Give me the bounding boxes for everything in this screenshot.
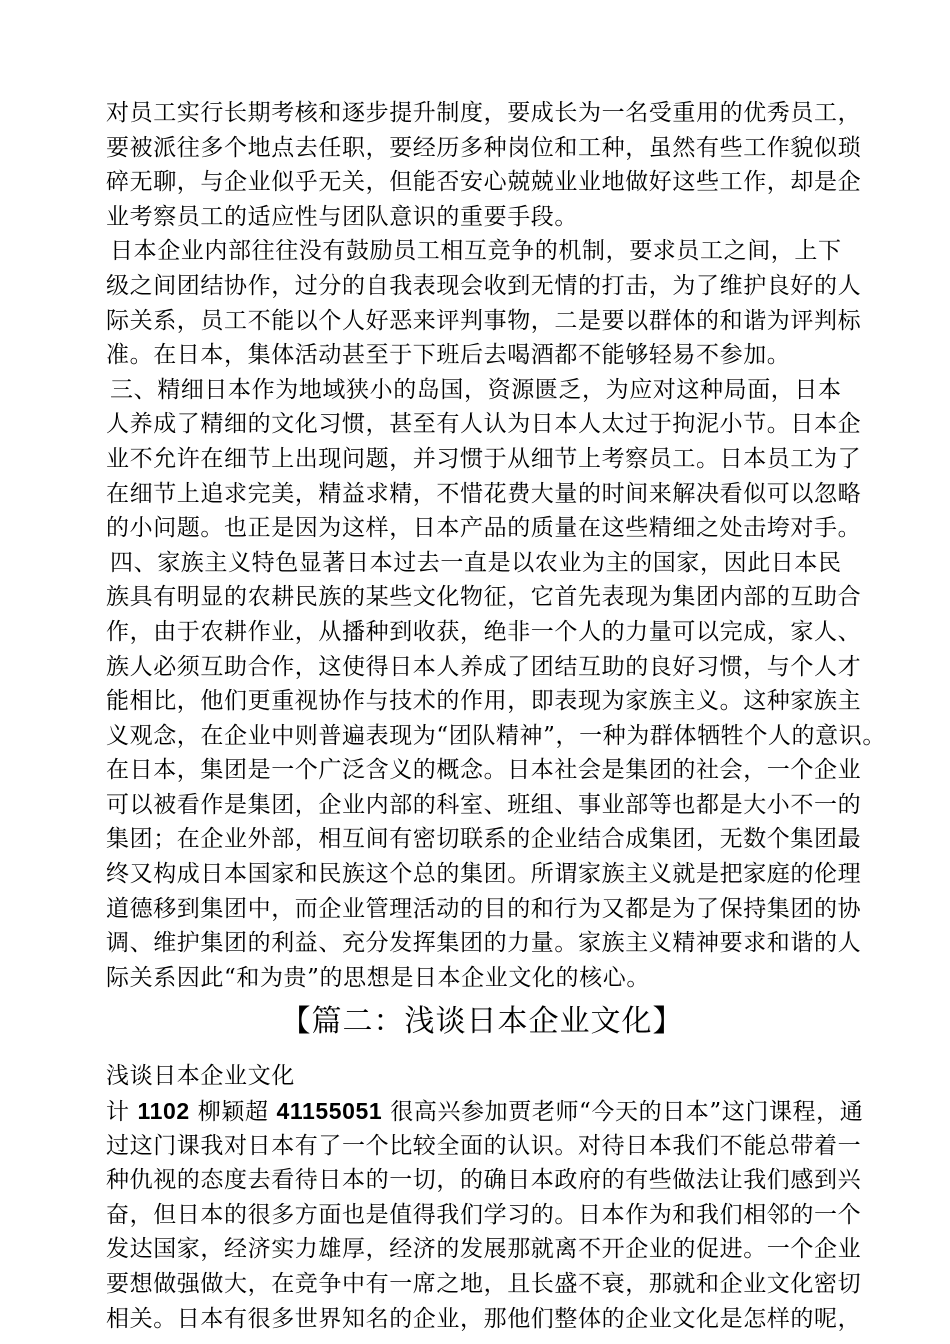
intro-line (106, 1094, 864, 1129)
text-line: 作，由于农耕作业，从播种到收获，绝非一个人的力量可以完成，家人、 (106, 618, 862, 645)
section-heading: 【篇二：浅谈日本企业文化】 (280, 1004, 684, 1040)
author-name: 柳颖超 (189, 1099, 277, 1126)
text-line: 集团；在企业外部，相互间有密切联系的企业结合成集团，无数个集团最 (106, 826, 862, 853)
text-line: 日本企业内部往往没有鼓励员工相互竞争的机制，要求员工之间，上下 (110, 238, 842, 265)
text-line: 族具有明显的农耕民族的某些文化物征，它首先表现为集团内部的互助合 (106, 584, 862, 611)
text-line: 调、维护集团的利益、充分发挥集团的力量。家族主义精神要求和谐的人 (106, 930, 862, 957)
text-line: 义观念，在企业中则普遍表现为“团队精神”，一种为群体牺牲个人的意识。 (106, 722, 886, 749)
article-title: 浅谈日本企业文化 (106, 1063, 295, 1090)
text-line: 业不允许在细节上出现问题，并习惯于从细节上考察员工。日本员工为了 (106, 445, 862, 472)
text-line: 业考察员工的适应性与团队意识的重要手段。 (106, 203, 578, 230)
text-line: 际关系因此“和为贵”的思想是日本企业文化的核心。 (106, 964, 650, 991)
text-line: 道德移到集团中，而企业管理活动的目的和行为又都是为了保持集团的协 (106, 895, 862, 922)
student-id: 41155051 (276, 1098, 383, 1125)
text-line: 级之间团结协作，过分的自我表现会收到无情的打击，为了维护良好的人 (106, 272, 862, 299)
text-line: 终又构成日本国家和民族这个总的集团。所谓家族主义就是把家庭的伦理 (106, 861, 862, 888)
text-line: 碎无聊，与企业似乎无关，但能否安心兢兢业业地做好这些工作，却是企 (106, 169, 862, 196)
text-line: 可以被看作是集团，企业内部的科室、班组、事业部等也都是大小不一的 (106, 791, 862, 818)
text-line: 发达国家，经济实力雄厚，经济的发展那就离不开企业的促进。一个企业 (106, 1236, 862, 1263)
text-line: 三、精细日本作为地域狭小的岛国，资源匮乏，为应对这种局面，日本 (110, 376, 842, 403)
text-line: 的小问题。也正是因为这样，日本产品的质量在这些精细之处击垮对手。 (106, 515, 862, 542)
section-2-body (106, 1059, 864, 1336)
text-line: 准。在日本，集体活动甚至于下班后去喝酒都不能够轻易不参加。 (106, 342, 791, 369)
text-line: 在细节上追求完美，精益求精，不惜花费大量的时间来解决看似可以忽略 (106, 480, 862, 507)
text-line: 族人必须互助合作，这使得日本人养成了团结互助的良好习惯，与个人才 (106, 653, 862, 680)
text-line: 奋，但日本的很多方面也是值得我们学习的。日本作为和我们相邻的一个 (106, 1201, 862, 1228)
section-1-body (106, 96, 886, 995)
intro-text: 很高兴参加贾老师“今天的日本”这门课程，通 (382, 1099, 864, 1126)
text-line: 际关系，员工不能以个人好恶来评判事物，二是要以群体的和谐为评判标 (106, 307, 862, 334)
text-line: 人养成了精细的文化习惯，甚至有人认为日本人太过于拘泥小节。日本企 (106, 411, 862, 438)
text-line: 四、家族主义特色显著日本过去一直是以农业为主的国家，因此日本民 (110, 549, 842, 576)
class-number: 1102 (137, 1098, 190, 1125)
text-line: 对员工实行长期考核和逐步提升制度，要成长为一名受重用的优秀员工， (106, 100, 862, 126)
document-page (106, 96, 886, 1336)
text-line: 在日本，集团是一个广泛含义的概念。日本社会是集团的社会，一个企业 (106, 757, 862, 784)
class-prefix: 计 (106, 1099, 138, 1126)
text-line: 要被派往多个地点去任职，要经历多种岗位和工种，虽然有些工作貌似琐 (106, 134, 862, 161)
text-line: 能相比，他们更重视协作与技术的作用，即表现为家族主义。这种家族主 (106, 688, 862, 715)
text-line: 要想做强做大，在竞争中有一席之地，且长盛不衰，那就和企业文化密切 (106, 1271, 862, 1297)
text-line: 相关。日本有很多世界知名的企业，那他们整体的企业文化是怎样的呢， (106, 1305, 862, 1332)
text-line: 种仇视的态度去看待日本的一切，的确日本政府的有些做法让我们感到兴 (106, 1167, 862, 1194)
text-line: 过这门课我对日本有了一个比较全面的认识。对待日本我们不能总带着一 (106, 1132, 862, 1159)
